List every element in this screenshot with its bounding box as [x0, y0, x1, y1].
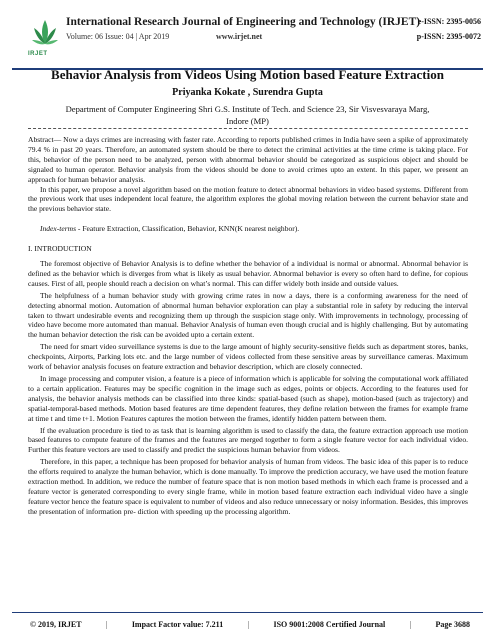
index-terms-text: - Feature Extraction, Classification, Behavior, KNN(K nearest neighbor).: [76, 224, 300, 233]
paper-authors: Priyanka Kokate , Surendra Gupta: [172, 87, 323, 98]
index-terms: [28, 224, 468, 234]
journal-title: International Research Journal of Engineering and Technology (IRJET): [66, 16, 421, 28]
intro-paragraph: The helpfulness of a human behavior study with growing crime rates in now a days, there is a conforming awareness for the need of detecting abnormal motion. Automation of abnormal human behavior exploration can play a substantial role in safety by reducing the interval taken to thwart undesirable events and recognizing them up through the suspicion stage only. With improvements in technology, processing of video have become more automated than manual. Behavior Analysis of human even though crucial and is highly challenging. But by automating the human behavior detection the risk can be avoided upto a certain extent.: [28, 290, 468, 340]
paper-title: Behavior Analysis from Videos Using Motion based Feature Extraction: [51, 67, 444, 82]
journal-header: [0, 14, 495, 56]
footer-page-number: Page 3688: [435, 620, 470, 629]
intro-paragraph: The need for smart video surveillance systems is due to the large amount of highly security-sensitive fields such as department stores, banks, checkpoints, Airports, Parking lots etc. and the large number of videos collected from these sensitive areas by surveillance cameras. Maximum work of behavior analysis focuses on feature extraction and behavior description, which are closely connected.: [28, 342, 468, 372]
index-terms-label: Index-terms: [40, 224, 77, 233]
volume-info: Volume: 06 Issue: 04 | Apr 2019: [66, 32, 170, 41]
journal-website-link[interactable]: www.irjet.net: [216, 32, 263, 41]
footer-impact-factor: Impact Factor value: 7.211: [131, 620, 224, 629]
abstract-paragraph: Abstract— Now a days crimes are increasing with faster rate. According to reports published crimes in India have seen a spike of approximately 79.4 % in past 20 years. Therefore, an automated system should be there to detect the criminal activities at the time crime is taking place. For this, behavior of the person need to be analyzed, person with abnormal behavior should be categorized as suspicious object and should be signaled to human operator. Behavior analysis from the videos should be done to avoid crimes upto an extent. In this paper, we present an approach for human behavior analysis.: [28, 135, 468, 184]
intro-paragraph: The foremost objective of Behavior Analysis is to define whether the behavior of a individual is normal or abnormal. Abnormal behavior is defined as the behavior which is diverges from what is likely as usual behavior. Abnormal behavior is every so often hard to define, for copious causes. First of all, people should reach a decision on what’s normal. This can differ widely both inside and outside values.: [28, 259, 468, 288]
footer-separator: |: [105, 620, 108, 629]
e-issn: e-ISSN: 2395-0056: [417, 17, 481, 26]
journal-meta: [66, 32, 263, 41]
affiliation-line-1: Department of Computer Engineering Shri G.S. Institute of Tech. and Science 23, Sir Visvesvaraya Marg,: [65, 104, 430, 114]
affiliation-line-2: Indore (MP): [226, 116, 269, 126]
introduction-body: [28, 259, 468, 519]
intro-paragraph: Therefore, in this paper, a technique has been proposed for behavior analysis of human from videos. The basic idea of this paper is to reduce the efforts required to analyze the human behavior, which is done manually. To improve the prediction accuracy, we have used the motion feature extraction method. In addition, we reduce the number of feature space that is non motion based methods in which each frame is processed and a feature vector is generated corresponding to every single frame, while in motion based feature extraction each individual video have a single feature vector hence the feature space is equivalent to number of videos and also reduce unnecessary or noisy information. Besides, this improves the presentation of information pre- diction with speeding up the processing algorithm.: [28, 457, 468, 516]
footer-text: [30, 620, 470, 629]
paper-affiliation: [40, 103, 455, 127]
footer-separator: |: [247, 620, 250, 629]
abstract: [28, 135, 468, 214]
logo-text: IRJET: [28, 51, 48, 57]
p-issn: p-ISSN: 2395-0072: [416, 32, 481, 41]
page-footer: [0, 612, 495, 640]
footer-separator: |: [409, 620, 412, 629]
footer-copyright: © 2019, IRJET: [30, 620, 82, 629]
irjet-logo-icon: [30, 18, 60, 54]
section-heading-introduction: I. INTRODUCTION: [28, 244, 92, 253]
abstract-divider: [28, 128, 468, 129]
abstract-paragraph: In this paper, we propose a novel algorithm based on the motion feature to detect abnormal behaviors in video based systems. Different from the previous work that uses independent local feature, the algorithm explores the global moving relation between the current behavior state and the previous behavior state.: [28, 184, 468, 214]
footer-iso: ISO 9001:2008 Certified Journal: [273, 620, 386, 629]
intro-paragraph: If the evaluation procedure is tied to as task that is learning algorithm is used to classify the data, the feature extraction approach use motion based features to compute feature of the frames and the features are merged together to form a single feature vector for each individual video. Further this feature vectors are used to classify and predict the suspicious human behavior from videos.: [28, 425, 468, 455]
intro-paragraph: In image processing and computer vision, a feature is a piece of information which is applicable for solving the computational work affiliated to a certain application. Features may be specific cognition in the image such as edges, points or objects. According to the features used for analysis, the behavior analysis methods can be classified into three kinds: spatial-based (such as shape), motion-based (such as trajectory) and spatial-temporal-based methods. Motion based features are time dependent features, they define relation between the frames for example frame at time t and time t+1. Motion Features captures the motion between the frames, identify hidden pattern between them.: [28, 373, 468, 423]
footer-divider: [12, 612, 483, 613]
